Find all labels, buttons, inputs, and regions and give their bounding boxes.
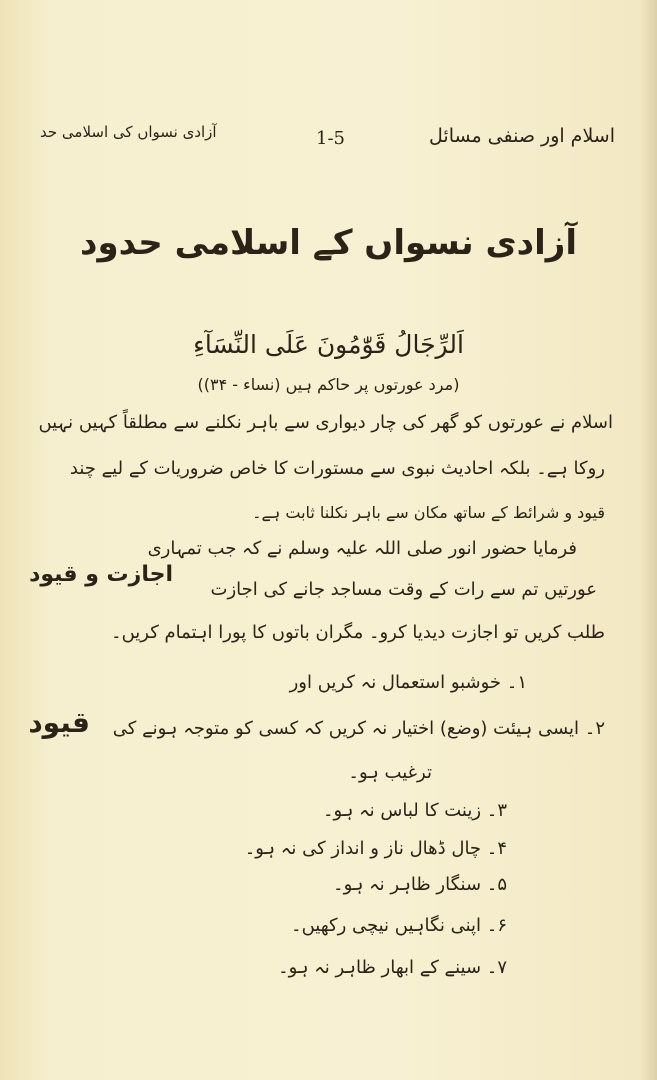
page-edge-shadow — [639, 0, 657, 1080]
condition-item: ۶۔ اپنی نگاہیں نیچی رکھیں۔ — [291, 915, 507, 936]
condition-item: ۷۔ سینے کے ابھار ظاہر نہ ہو۔ — [278, 957, 507, 978]
header-chapter-title: آزادی نسواں کی اسلامی حد — [40, 123, 217, 141]
permission-heading: اجازت و قیود — [29, 562, 173, 587]
quran-verse: اَلرِّجَالُ قَوّٰمُونَ عَلَی النِّسَآءِ — [193, 330, 464, 359]
condition-item: ۱۔ خوشبو استعمال نہ کریں اور — [289, 672, 527, 693]
paragraph-line: اسلام نے عورتوں کو گھر کی چار دیواری سے باہر نکلنے سے مطلقاً کہیں نہیں — [38, 412, 613, 433]
paragraph-line: قیود و شرائط کے ساتھ مکان سے باہر نکلنا ثابت ہے۔ — [252, 503, 605, 522]
permission-line: طلب کریں تو اجازت دیدیا کرو۔ مگران باتوں کا پورا اہتمام کریں۔ — [111, 622, 605, 643]
condition-item: ۳۔ زینت کا لباس نہ ہو۔ — [322, 800, 507, 821]
paragraph-line: روکا ہے۔ بلکہ احادیث نبوی سے مستورات کا خاص ضروریات کے لیے چند — [69, 458, 605, 479]
verse-translation: (مرد عورتوں پر حاکم ہیں (نساء - ۳۴)) — [197, 375, 460, 394]
page-title: آزادی نسواں کے اسلامی حدود — [80, 223, 577, 263]
conditions-heading: قیود — [28, 706, 90, 739]
condition-item: ۵۔ سنگار ظاہر نہ ہو۔ — [333, 874, 507, 895]
condition-item: ۲۔ ایسی ہیئت (وضع) اختیار نہ کریں کہ کسی کو متوجہ ہونے کی — [112, 718, 605, 739]
header-page-number: 1-5 — [316, 128, 345, 149]
permission-line: فرمایا حضور انور صلی اللہ علیہ وسلم نے کہ جب تمہاری — [147, 538, 577, 559]
header-book-title: اسلام اور صنفی مسائل — [429, 125, 615, 147]
condition-item: ۴۔ چال ڈھال ناز و انداز کی نہ ہو۔ — [244, 838, 507, 859]
permission-line: عورتیں تم سے رات کے وقت مساجد جانے کی اجازت — [210, 579, 597, 600]
condition-item: ترغیب ہو۔ — [348, 762, 432, 783]
